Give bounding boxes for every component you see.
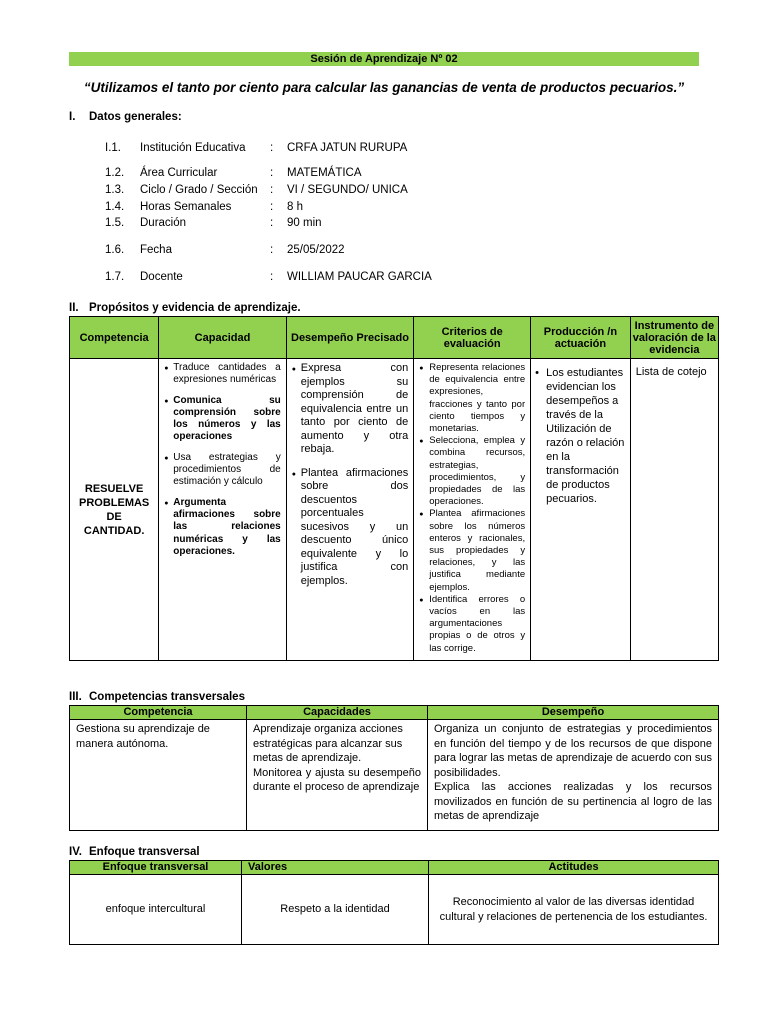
header-capacidad: Capacidad bbox=[159, 317, 287, 359]
section-number: IV. bbox=[69, 846, 83, 858]
row-number: 1.5. bbox=[105, 217, 125, 229]
row-number: 1.6. bbox=[105, 244, 125, 256]
general-row bbox=[105, 167, 505, 181]
header-valores: Valores bbox=[242, 861, 429, 875]
row-colon: : bbox=[270, 201, 274, 213]
row-key: Institución Educativa bbox=[140, 142, 246, 154]
header-capacidades: Capacidades bbox=[247, 706, 428, 720]
section-number: III. bbox=[69, 691, 82, 703]
row-key: Horas Semanales bbox=[140, 201, 232, 213]
competencia-cell: Gestiona su aprendizaje de manera autónoma. bbox=[70, 720, 247, 831]
header-desempeno: Desempeño bbox=[428, 706, 719, 720]
general-row bbox=[105, 201, 505, 215]
list-item: ● Representa relaciones de equivalencia entre expresiones, fracciones y tanto por ciento tiempos y monetarias. bbox=[419, 362, 525, 435]
enfoque-cell: enfoque intercultural bbox=[70, 875, 242, 945]
transversal-table bbox=[69, 705, 719, 831]
header-actitudes: Actitudes bbox=[429, 861, 719, 875]
table-row bbox=[70, 875, 719, 945]
row-value: MATEMÁTICA bbox=[287, 167, 362, 179]
enfoque-table bbox=[69, 860, 719, 945]
list-item: Aprendizaje organiza acciones estratégicas para alcanzar sus metas de aprendizaje. bbox=[253, 723, 403, 764]
purposes-table bbox=[69, 316, 719, 661]
row-key: Fecha bbox=[140, 244, 172, 256]
header-desempeno: Desempeño Precisado bbox=[286, 317, 414, 359]
list-item: ● Plantea afirmaciones sobre dos descuentos porcentuales sucesivos y un descuento único equivalente y lo justifica con ejemplos. bbox=[292, 467, 409, 589]
row-colon: : bbox=[270, 271, 274, 283]
capacidad-cell bbox=[159, 359, 287, 661]
row-colon: : bbox=[270, 184, 274, 196]
section-competencias-transversales bbox=[69, 691, 245, 703]
row-number: 1.2. bbox=[105, 167, 125, 179]
table-header-row bbox=[70, 706, 719, 720]
table-header-row bbox=[70, 861, 719, 875]
list-item: ● Argumenta afirmaciones sobre las relaciones numéricas y las operaciones. bbox=[164, 497, 281, 558]
list-item: Explica las acciones realizadas y los recursos movilizados en función de su pertinencia al logro de las metas de aprendizaje bbox=[434, 781, 712, 822]
list-item: ● Usa estrategias y procedimientos de estimación y cálculo bbox=[164, 452, 281, 489]
list-item bbox=[536, 366, 625, 506]
row-key: Docente bbox=[140, 271, 183, 283]
row-number: 1.4. bbox=[105, 201, 125, 213]
list-item: ● Traduce cantidades a expresiones numéricas bbox=[164, 362, 281, 387]
competencia-cell: RESUELVE PROBLEMAS DE CANTIDAD. bbox=[70, 359, 159, 661]
desempeno-cell bbox=[428, 720, 719, 831]
section-label: Propósitos y evidencia de aprendizaje. bbox=[89, 302, 301, 314]
session-title: Sesión de Aprendizaje Nº 02 bbox=[69, 52, 699, 66]
row-value: WILLIAM PAUCAR GARCIA bbox=[287, 271, 432, 283]
instrumento-cell: Lista de cotejo bbox=[630, 359, 718, 661]
criterios-cell bbox=[414, 359, 531, 661]
document-title: “Utilizamos el tanto por ciento para calcular las ganancias de venta de productos pecuarios.” bbox=[83, 80, 685, 95]
section-propositos bbox=[69, 302, 301, 314]
bullet-icon: • bbox=[535, 367, 539, 379]
row-number: I.1. bbox=[105, 142, 121, 154]
table-header-row bbox=[70, 317, 719, 359]
valores-cell: Respeto a la identidad bbox=[242, 875, 429, 945]
row-key: Área Curricular bbox=[140, 167, 218, 179]
general-row bbox=[105, 217, 505, 231]
row-value: VI / SEGUNDO/ UNICA bbox=[287, 184, 408, 196]
list-item: ● Comunica su comprensión sobre los números y las operaciones bbox=[164, 395, 281, 444]
section-label: Enfoque transversal bbox=[89, 846, 200, 858]
section-label: Datos generales: bbox=[89, 111, 182, 123]
list-item: ● Identifica errores o vacíos en las argumentaciones propias o de otros y las corrige. bbox=[419, 594, 525, 655]
row-value: CRFA JATUN RURUPA bbox=[287, 142, 408, 154]
section-number: II. bbox=[69, 302, 79, 314]
header-enfoque: Enfoque transversal bbox=[70, 861, 242, 875]
section-enfoque-transversal bbox=[69, 846, 200, 858]
row-colon: : bbox=[270, 244, 274, 256]
list-item: Monitorea y ajusta su desempeño durante el proceso de aprendizaje bbox=[253, 766, 421, 793]
general-row bbox=[105, 271, 505, 285]
list-item: ● Selecciona, emplea y combina recursos, estrategias, procedimientos, y propiedades de las operaciones. bbox=[419, 435, 525, 508]
section-datos-generales bbox=[69, 111, 182, 123]
general-row bbox=[105, 184, 505, 198]
actitudes-cell: Reconocimiento al valor de las diversas identidad cultural y relaciones de pertenencia de los estudiantes. bbox=[429, 875, 719, 945]
row-colon: : bbox=[270, 167, 274, 179]
row-value: 90 min bbox=[287, 217, 322, 229]
row-colon: : bbox=[270, 142, 274, 154]
produccion-cell bbox=[531, 359, 631, 661]
capacidades-cell bbox=[247, 720, 428, 831]
table-row bbox=[70, 359, 719, 661]
header-criterios: Criterios de evaluación bbox=[414, 317, 531, 359]
row-number: 1.3. bbox=[105, 184, 125, 196]
general-row bbox=[105, 142, 505, 156]
section-label: Competencias transversales bbox=[89, 691, 245, 703]
header-competencia: Competencia bbox=[70, 706, 247, 720]
section-number: I. bbox=[69, 111, 76, 123]
produccion-text: Los estudiantes evidencian los desempeños a través de la Utilización de razón o relación en la transformación de productos pecuarios. bbox=[546, 367, 625, 505]
row-key: Ciclo / Grado / Sección bbox=[140, 184, 258, 196]
desempeno-cell bbox=[286, 359, 414, 661]
header-produccion: Producción /n actuación bbox=[531, 317, 631, 359]
list-item: Organiza un conjunto de estrategias y procedimientos en función del tiempo y de los recursos de que dispone para lograr las metas de aprendizaje de acuerdo con sus posibilidades. bbox=[434, 723, 712, 779]
header-instrumento: Instrumento de valoración de la evidencia bbox=[630, 317, 718, 359]
row-value: 8 h bbox=[287, 201, 303, 213]
row-number: 1.7. bbox=[105, 271, 125, 283]
row-colon: : bbox=[270, 217, 274, 229]
list-item: ● Plantea afirmaciones sobre los números enteros y racionales, sus propiedades y relaciones, y las justifica mediante ejemplos. bbox=[419, 508, 525, 593]
general-row bbox=[105, 244, 505, 258]
general-data-list bbox=[105, 142, 505, 292]
list-item: ● Expresa con ejemplos su comprensión de equivalencia entre un tanto por ciento de aumento y otra rebaja. bbox=[292, 362, 409, 457]
row-value: 25/05/2022 bbox=[287, 244, 345, 256]
row-key: Duración bbox=[140, 217, 187, 229]
header-competencia: Competencia bbox=[70, 317, 159, 359]
table-row bbox=[70, 720, 719, 831]
